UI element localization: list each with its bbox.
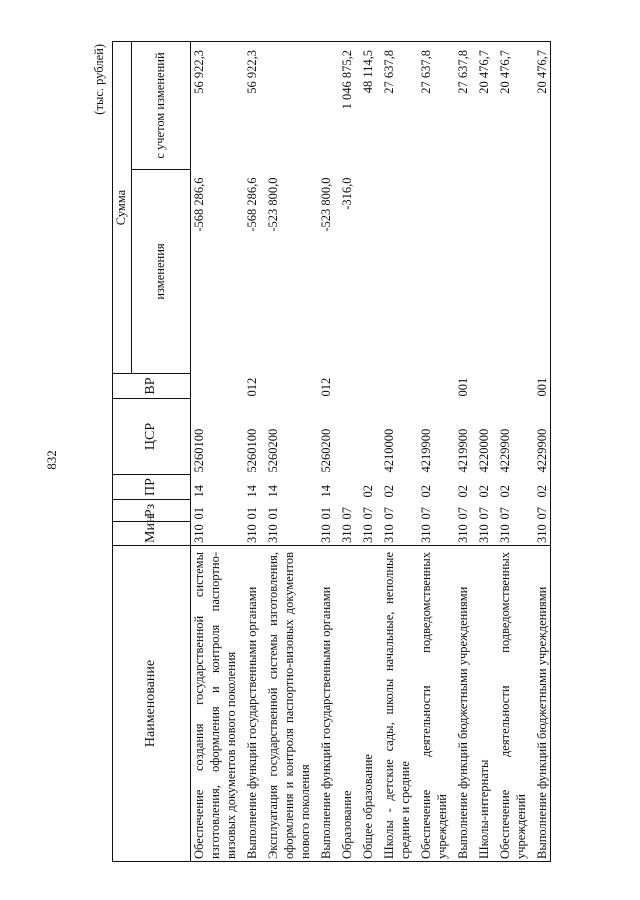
row-rz: 01 [266,507,280,520]
row-pr: 02 [498,485,512,498]
header-name: Наименование [113,546,191,862]
row-min: 310 [419,524,433,543]
row-total: 20 476,7 [471,42,492,170]
row-name: Обеспечение деятельности подведомственных учреждений [413,546,450,862]
table-row [313,42,334,862]
header-min: Мин [113,522,191,546]
row-min: 310 [266,524,280,543]
row-pr: 14 [319,485,333,498]
row-rz: 07 [456,507,470,520]
row-rz: 07 [340,507,354,520]
row-change: -523 800,0 [319,177,333,232]
header-change: изменения [132,170,191,374]
row-rz: 07 [477,507,491,520]
header-vr: ВР [113,374,191,399]
row-pr: 14 [192,485,206,498]
row-pr: 02 [456,485,470,498]
table-row [239,42,260,862]
row-csr: 4229900 [529,399,551,475]
units-note: (тыс. рублей) [92,44,106,115]
row-change [471,170,492,374]
row-csr: 4220000 [477,428,491,473]
table-row [191,42,240,862]
row-vr [492,374,529,399]
row-csr: 5260100 [245,428,259,473]
row-total: 20 476,7 [529,42,551,170]
row-name: Выполнение функций государственными органами [239,546,260,862]
row-name: Эксплуатация государственной системы изготовления, оформления и контроля паспортно-визовых документов нового поколения [260,546,313,862]
row-min: 310 [498,524,512,543]
row-total [260,42,313,170]
row-name: Обеспечение деятельности подведомственных учреждений [492,546,529,862]
row-vr: 012 [245,377,259,397]
row-total: 48 114,5 [355,42,376,170]
row-rz: 07 [498,507,512,520]
row-total: 20 476,7 [492,42,529,170]
row-name: Образование [334,546,355,862]
row-change [450,170,471,374]
row-vr [260,374,313,399]
header-pr: ПР [113,475,191,500]
row-total: 27 637,8 [376,42,413,170]
row-total: 27 637,8 [450,42,471,170]
row-csr: 5260200 [266,428,280,473]
row-csr [334,399,355,475]
table-row [450,42,471,862]
row-min: 310 [529,522,551,546]
row-min: 310 [340,524,354,543]
row-min: 310 [361,524,375,543]
row-rz: 07 [419,507,433,520]
row-csr: 5260200 [319,428,333,473]
row-vr [376,374,413,399]
row-change: -568 286,6 [192,177,206,232]
header-rz: Рз [113,500,191,522]
row-csr: 4229900 [498,428,512,473]
row-rz: 01 [192,507,206,520]
row-vr [334,374,355,399]
row-name: Выполнение функций бюджетными учреждениями [450,546,471,862]
row-csr: 4219900 [456,428,470,473]
row-vr: 001 [529,374,551,399]
row-pr: 14 [266,485,280,498]
row-total: 56 922,3 [239,42,260,170]
row-name: Школы-интернаты [471,546,492,862]
row-min: 310 [477,524,491,543]
row-rz: 01 [245,507,259,520]
row-change: -568 286,6 [245,177,259,232]
row-total: 27 637,8 [413,42,450,170]
row-csr: 4219900 [419,428,433,473]
row-csr [355,399,376,475]
row-pr: 02 [361,485,375,498]
row-name: Выполнение функций бюджетными учреждениями [529,546,551,862]
row-vr [471,374,492,399]
row-min: 310 [456,524,470,543]
row-rz: 07 [361,507,375,520]
table-header [113,42,191,862]
budget-table [112,41,551,862]
row-min: 310 [319,524,333,543]
row-change: -316,0 [340,177,354,210]
row-pr: 02 [477,485,491,498]
row-pr: 02 [529,475,551,500]
table-row [355,42,376,862]
row-csr: 5260100 [192,428,206,473]
table-row [492,42,529,862]
row-min: 310 [192,524,206,543]
table-row [471,42,492,862]
table-row [376,42,413,862]
header-total: с учетом изменений [132,42,191,170]
table-row [334,42,355,862]
row-pr: 14 [245,485,259,498]
row-rz: 07 [382,507,396,520]
row-total [313,42,334,170]
row-pr: 02 [382,485,396,498]
table-row [529,42,551,862]
row-vr [191,374,240,399]
row-min: 310 [245,524,259,543]
row-name: Обеспечение создания государственной системы изготовления, оформления и контроля паспортно-визовых документов нового поколения [191,546,240,862]
page-number: 832 [44,450,59,470]
row-total: 56 922,3 [191,42,240,170]
row-name: Школы - детские сады, школы начальные, неполные средние и средние [376,546,413,862]
row-pr: 02 [419,485,433,498]
row-change: -523 800,0 [266,177,280,232]
row-name: Выполнение функций государственными органами [313,546,334,862]
row-change [376,170,413,374]
row-rz: 01 [319,507,333,520]
header-sum: Сумма [113,42,132,374]
rotated-page-content [90,42,600,862]
header-csr: ЦСР [113,399,191,475]
row-vr: 012 [319,377,333,397]
table-row [260,42,313,862]
row-vr [413,374,450,399]
row-change [413,170,450,374]
row-rz: 07 [529,500,551,522]
row-name: Общее образование [355,546,376,862]
row-change [492,170,529,374]
table-row [413,42,450,862]
row-vr [355,374,376,399]
row-change [355,170,376,374]
row-csr: 4210000 [382,428,396,473]
row-min: 310 [382,524,396,543]
row-total: 1 046 875,2 [334,42,355,170]
row-pr [334,475,355,500]
table-body [191,42,551,862]
row-change [529,170,551,374]
row-vr: 001 [456,377,470,397]
